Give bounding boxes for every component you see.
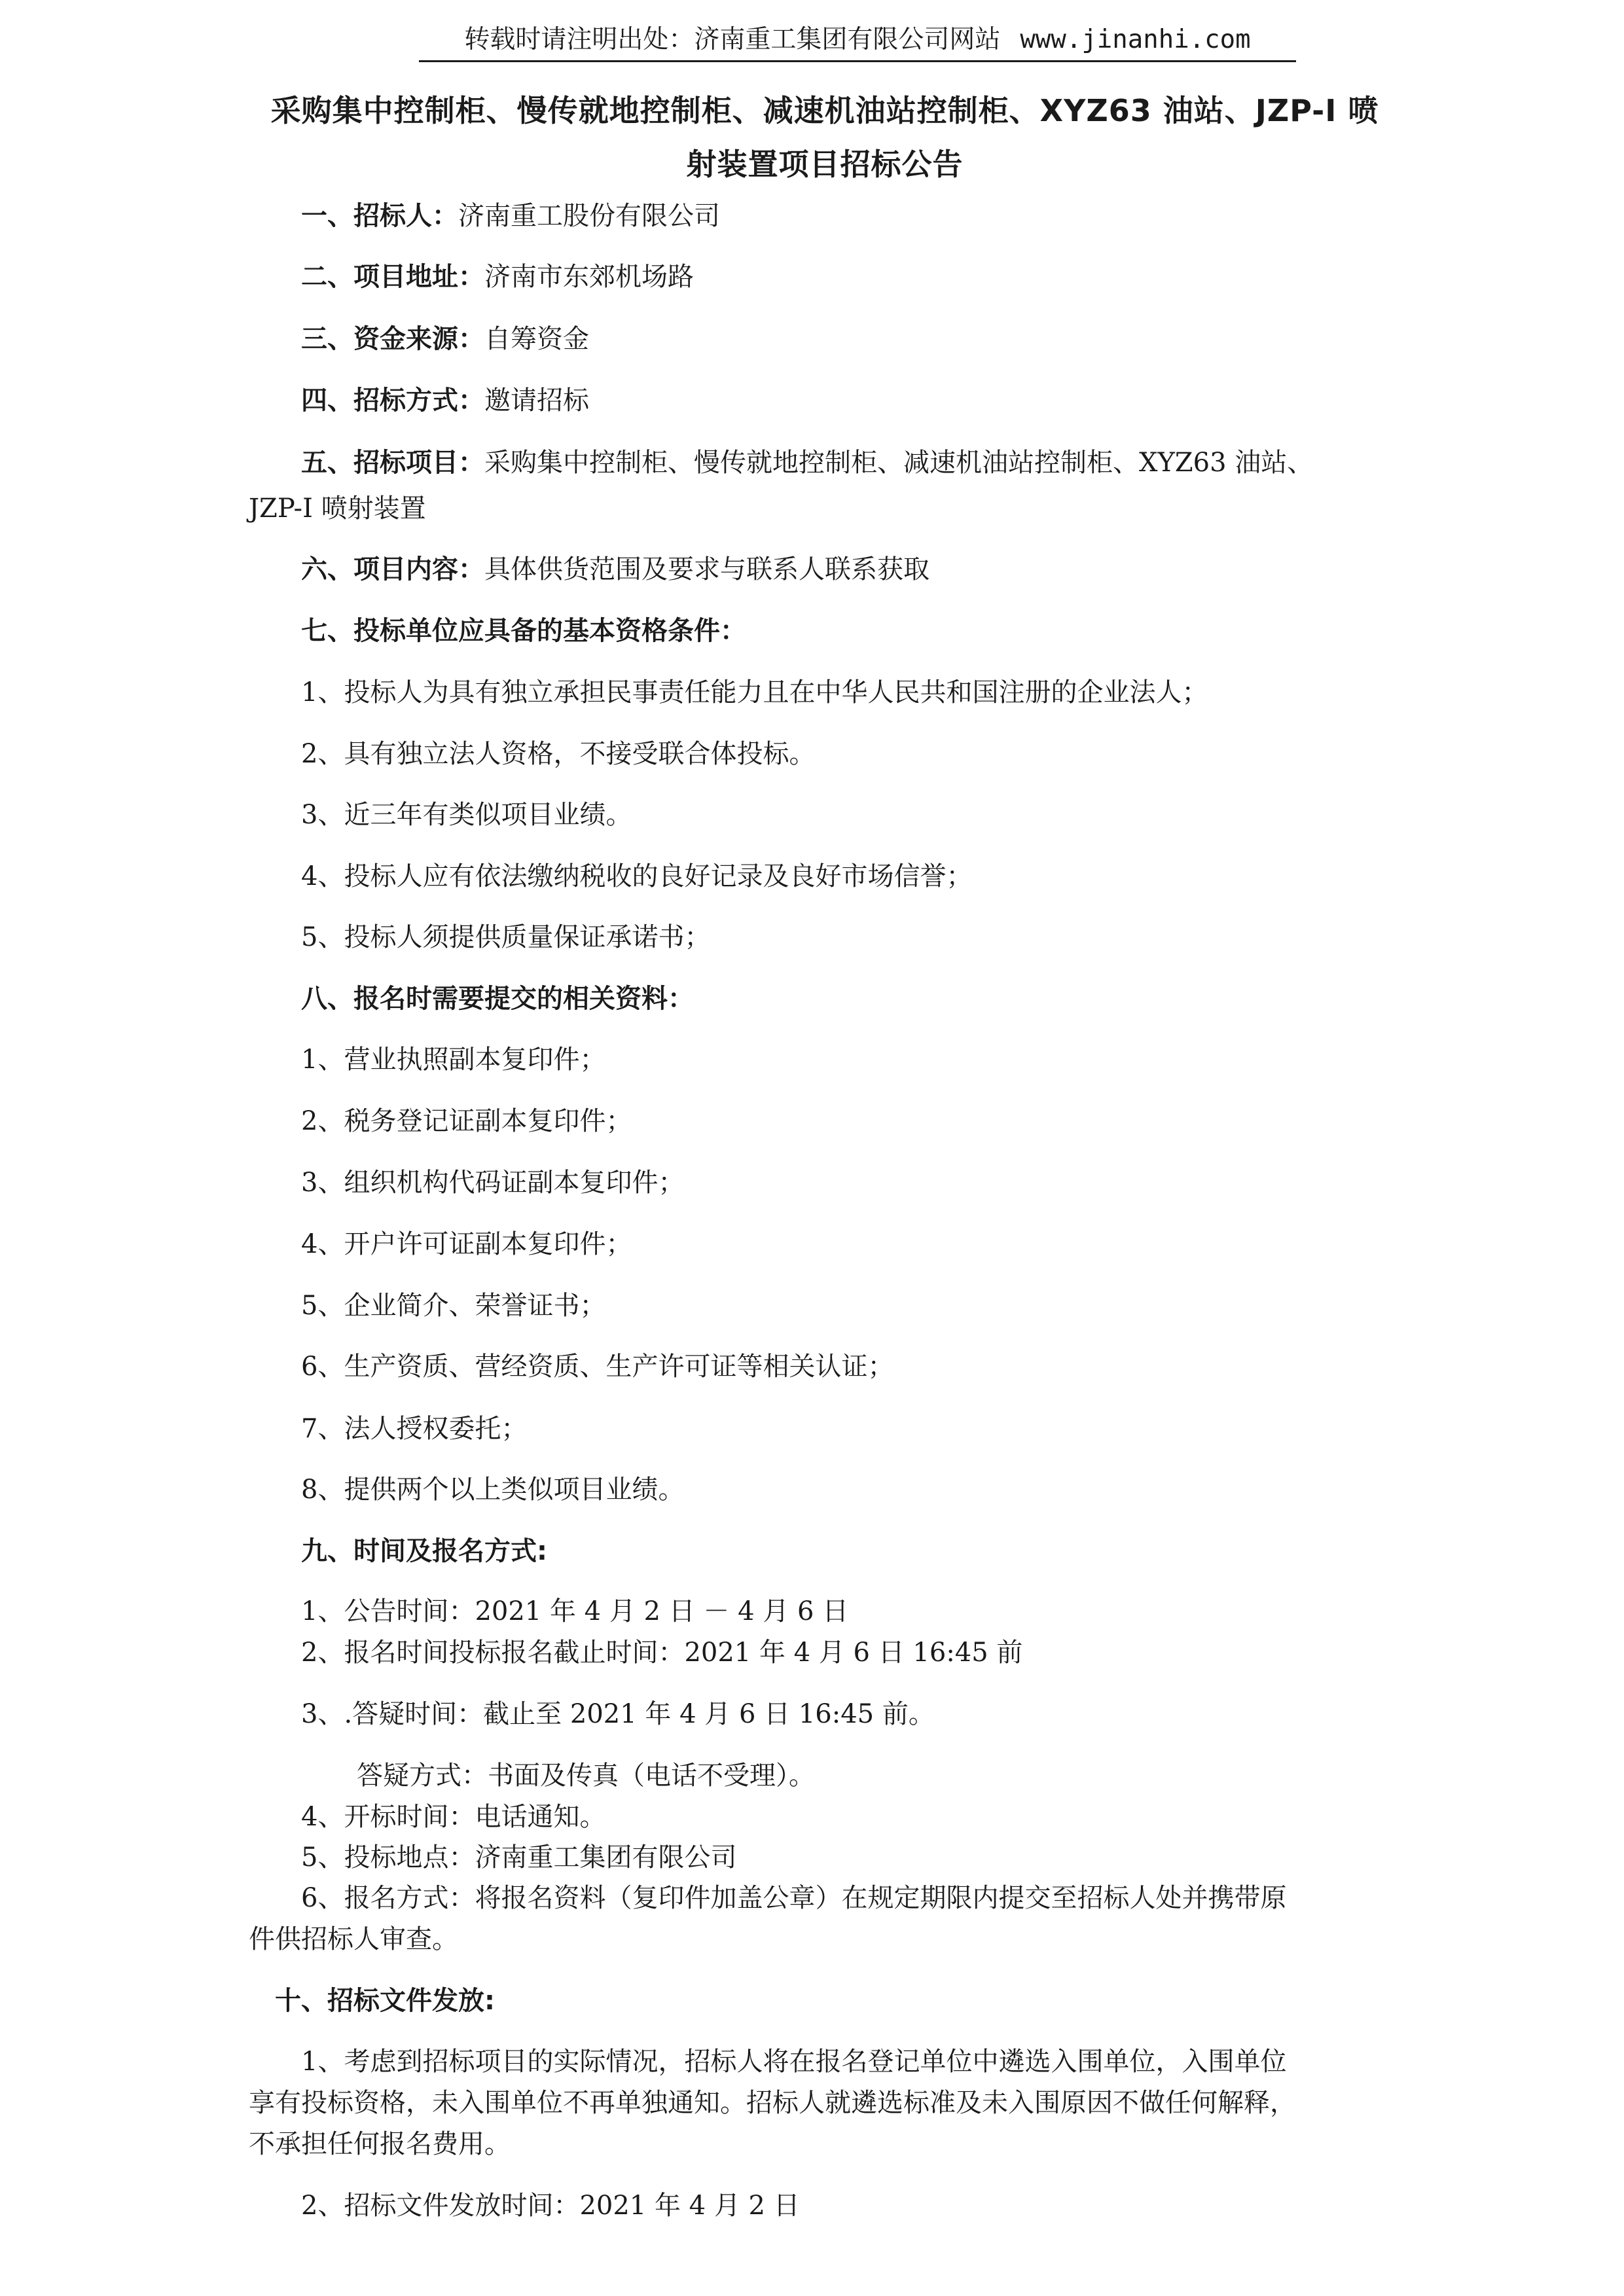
section-6-label: 六、项目内容： — [301, 554, 484, 584]
list-item: 2、报名时间投标报名截止时间：2021 年 4 月 6 日 16:45 前 — [301, 1638, 1023, 1668]
section-5-label: 五、招标项目： — [301, 448, 484, 478]
header-text: 转载时请注明出处：济南重工集团有限公司网站 — [464, 25, 1001, 54]
section-5-value: 采购集中控制柜、慢传就地控制柜、减速机油站控制柜、XYZ63 油站、 — [484, 448, 1314, 478]
section-3-label: 三、资金来源： — [301, 324, 484, 354]
list-item: 件供招标人审查。 — [249, 1924, 458, 1954]
section-6-value: 具体供货范围及要求与联系人联系获取 — [484, 554, 929, 584]
list-item: 6、生产资质、营经资质、生产许可证等相关认证； — [301, 1352, 894, 1382]
list-item: 5、投标地点：济南重工集团有限公司 — [301, 1842, 737, 1873]
list-item: 答疑方式：书面及传真（电话不受理）。 — [357, 1761, 815, 1791]
list-item: 3、.答疑时间：截止至 2021 年 4 月 6 日 16:45 前。 — [301, 1699, 935, 1729]
section-1 — [301, 200, 720, 232]
list-item: 5、企业简介、荣誉证书； — [301, 1291, 606, 1321]
list-item: 3、组织机构代码证副本复印件； — [301, 1168, 685, 1198]
list-item: 4、开户许可证副本复印件； — [301, 1229, 632, 1259]
section-5-continued: JZP-I 喷射装置 — [249, 493, 426, 524]
document-title — [236, 84, 1414, 191]
section-2-label: 二、项目地址： — [301, 262, 484, 292]
section-5 — [301, 446, 1313, 479]
list-item: 1、营业执照副本复印件； — [301, 1045, 606, 1075]
list-item: 享有投标资格，未入围单位不再单独通知。招标人就遴选标准及未入围原因不做任何解释， — [249, 2088, 1296, 2118]
section-1-value: 济南重工股份有限公司 — [458, 201, 720, 231]
list-item: 1、投标人为具有独立承担民事责任能力且在中华人民共和国注册的企业法人； — [301, 677, 1208, 708]
list-item: 3、近三年有类似项目业绩。 — [301, 800, 632, 830]
list-item: 6、报名方式：将报名资料（复印件加盖公章）在规定期限内提交至招标人处并携带原 — [301, 1883, 1287, 1913]
list-item: 8、提供两个以上类似项目业绩。 — [301, 1475, 685, 1505]
list-item: 2、税务登记证副本复印件； — [301, 1106, 632, 1136]
page-header — [419, 20, 1296, 62]
section-2 — [301, 260, 694, 293]
section-3 — [301, 323, 589, 355]
section-6 — [301, 553, 929, 586]
title-line-2: 射装置项目招标公告 — [686, 147, 964, 182]
section-4 — [301, 384, 589, 417]
section-4-value: 邀请招标 — [484, 386, 589, 416]
list-item: 1、公告时间：2021 年 4 月 2 日 － 4 月 6 日 — [301, 1596, 849, 1626]
section-1-label: 一、招标人： — [301, 201, 458, 231]
section-4-label: 四、招标方式： — [301, 386, 484, 416]
section-10-heading: 十、招标文件发放: — [275, 1986, 495, 2016]
section-8-heading: 八、报名时需要提交的相关资料： — [301, 984, 694, 1014]
section-7-heading: 七、投标单位应具备的基本资格条件： — [301, 616, 746, 646]
list-item: 1、考虑到招标项目的实际情况，招标人将在报名登记单位中遴选入围单位，入围单位 — [301, 2047, 1287, 2077]
list-item: 7、法人授权委托； — [301, 1414, 528, 1444]
list-item: 4、投标人应有依法缴纳税收的良好记录及良好市场信誉； — [301, 861, 973, 891]
section-9-heading: 九、时间及报名方式: — [301, 1536, 547, 1566]
list-item: 2、招标文件发放时间：2021 年 4 月 2 日 — [301, 2191, 800, 2221]
list-item: 不承担任何报名费用。 — [249, 2129, 511, 2159]
section-3-value: 自筹资金 — [484, 324, 589, 354]
list-item: 2、具有独立法人资格，不接受联合体投标。 — [301, 739, 816, 769]
title-line-1: 采购集中控制柜、慢传就地控制柜、减速机油站控制柜、XYZ63 油站、JZP-I 喷 — [270, 93, 1379, 128]
section-2-value: 济南市东郊机场路 — [484, 262, 694, 292]
list-item: 4、开标时间：电话通知。 — [301, 1802, 606, 1832]
list-item: 5、投标人须提供质量保证承诺书； — [301, 922, 711, 952]
header-site-link[interactable]: www.jinanhi.com — [1020, 25, 1251, 54]
